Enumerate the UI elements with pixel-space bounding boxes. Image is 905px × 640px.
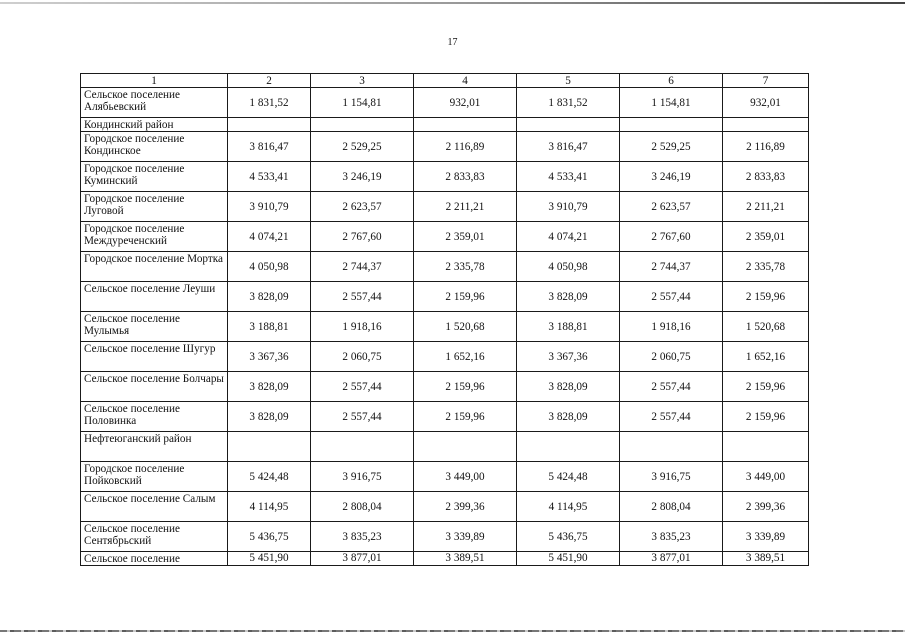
- settlement-name: Городское поселение Мортка: [81, 252, 228, 282]
- value-cell: 1 652,16: [414, 342, 517, 372]
- value-cell: 3 389,51: [414, 552, 517, 566]
- value-cell: 2 767,60: [620, 222, 723, 252]
- value-cell: 3 910,79: [228, 192, 311, 222]
- column-header: 6: [620, 74, 723, 88]
- settlement-name: Сельское поселение Леуши: [81, 282, 228, 312]
- table-row: [81, 492, 809, 522]
- table-row: [81, 402, 809, 432]
- value-cell: 5 451,90: [517, 552, 620, 566]
- value-cell: 3 910,79: [517, 192, 620, 222]
- value-cell: 3 188,81: [228, 312, 311, 342]
- value-cell: 5 436,75: [228, 522, 311, 552]
- value-cell: 3 188,81: [517, 312, 620, 342]
- value-cell: 2 359,01: [414, 222, 517, 252]
- settlement-name: Сельское поселение Болчары: [81, 372, 228, 402]
- column-header: 7: [723, 74, 809, 88]
- value-cell: 2 335,78: [723, 252, 809, 282]
- value-cell: 932,01: [414, 88, 517, 118]
- value-cell: 4 074,21: [228, 222, 311, 252]
- value-cell: 3 828,09: [517, 402, 620, 432]
- settlement-name: Городское поселение Куминский: [81, 162, 228, 192]
- value-cell: 4 074,21: [517, 222, 620, 252]
- settlement-name: Сельское поселение Шугур: [81, 342, 228, 372]
- value-cell: 1 520,68: [723, 312, 809, 342]
- table-row: [81, 312, 809, 342]
- settlement-name: Городское поселение Кондинское: [81, 132, 228, 162]
- value-cell: 2 808,04: [311, 492, 414, 522]
- value-cell: 2 557,44: [311, 372, 414, 402]
- value-cell: 1 154,81: [311, 88, 414, 118]
- settlement-name: Сельское поселение Алябьевский: [81, 88, 228, 118]
- value-cell: 2 159,96: [414, 402, 517, 432]
- value-cell: 3 828,09: [517, 372, 620, 402]
- value-cell: 3 449,00: [723, 462, 809, 492]
- value-cell: 2 767,60: [311, 222, 414, 252]
- value-cell: 3 449,00: [414, 462, 517, 492]
- value-cell: 3 367,36: [228, 342, 311, 372]
- value-cell: 2 623,57: [620, 192, 723, 222]
- value-cell: 4 114,95: [517, 492, 620, 522]
- settlement-name: Городское поселение Междуреченский: [81, 222, 228, 252]
- value-cell: 2 557,44: [620, 372, 723, 402]
- table-row: [81, 462, 809, 492]
- value-cell: [620, 432, 723, 462]
- value-cell: 2 529,25: [620, 132, 723, 162]
- value-cell: 5 424,48: [228, 462, 311, 492]
- table-row: [81, 522, 809, 552]
- value-cell: 3 916,75: [311, 462, 414, 492]
- value-cell: 1 520,68: [414, 312, 517, 342]
- value-cell: 2 399,36: [723, 492, 809, 522]
- value-cell: [723, 118, 809, 132]
- column-header: 5: [517, 74, 620, 88]
- district-name: Нефтеюганский район: [81, 432, 228, 462]
- value-cell: 2 744,37: [311, 252, 414, 282]
- value-cell: 2 399,36: [414, 492, 517, 522]
- value-cell: 2 159,96: [723, 372, 809, 402]
- value-cell: 2 557,44: [620, 402, 723, 432]
- value-cell: 5 424,48: [517, 462, 620, 492]
- settlement-name: Сельское поселение Половинка: [81, 402, 228, 432]
- table-row: [81, 222, 809, 252]
- table-row: [81, 192, 809, 222]
- column-header: 4: [414, 74, 517, 88]
- value-cell: 1 831,52: [228, 88, 311, 118]
- value-cell: 3 828,09: [517, 282, 620, 312]
- value-cell: 2 159,96: [414, 282, 517, 312]
- value-cell: 2 744,37: [620, 252, 723, 282]
- value-cell: 2 833,83: [723, 162, 809, 192]
- value-cell: 2 116,89: [414, 132, 517, 162]
- value-cell: 1 652,16: [723, 342, 809, 372]
- value-cell: 3 246,19: [311, 162, 414, 192]
- value-cell: [620, 118, 723, 132]
- value-cell: 2 833,83: [414, 162, 517, 192]
- value-cell: 4 050,98: [517, 252, 620, 282]
- value-cell: 3 367,36: [517, 342, 620, 372]
- table-row: [81, 132, 809, 162]
- header-row: [81, 74, 809, 88]
- district-row: [81, 432, 809, 462]
- value-cell: 1 918,16: [620, 312, 723, 342]
- value-cell: 3 828,09: [228, 282, 311, 312]
- value-cell: 5 436,75: [517, 522, 620, 552]
- table-row: [81, 252, 809, 282]
- value-cell: [723, 432, 809, 462]
- district-name: Кондинский район: [81, 118, 228, 132]
- value-cell: [414, 118, 517, 132]
- value-cell: 3 246,19: [620, 162, 723, 192]
- value-cell: 2 159,96: [723, 402, 809, 432]
- value-cell: 3 877,01: [311, 552, 414, 566]
- value-cell: 2 211,21: [414, 192, 517, 222]
- column-header: 1: [81, 74, 228, 88]
- value-cell: 1 831,52: [517, 88, 620, 118]
- value-cell: 2 159,96: [414, 372, 517, 402]
- table-row: [81, 372, 809, 402]
- table-row: [81, 552, 809, 566]
- value-cell: 2 557,44: [620, 282, 723, 312]
- value-cell: 2 116,89: [723, 132, 809, 162]
- settlement-name: Сельское поселение Салым: [81, 492, 228, 522]
- value-cell: 2 159,96: [723, 282, 809, 312]
- scan-edge-top: [0, 2, 905, 4]
- value-cell: 3 828,09: [228, 402, 311, 432]
- value-cell: 2 060,75: [620, 342, 723, 372]
- table-row: [81, 342, 809, 372]
- value-cell: [228, 432, 311, 462]
- value-cell: [517, 118, 620, 132]
- value-cell: 3 835,23: [311, 522, 414, 552]
- value-cell: 4 050,98: [228, 252, 311, 282]
- value-cell: 2 557,44: [311, 402, 414, 432]
- table-row: [81, 282, 809, 312]
- value-cell: 2 060,75: [311, 342, 414, 372]
- value-cell: 3 389,51: [723, 552, 809, 566]
- settlement-name: Сельское поселение Мулымья: [81, 312, 228, 342]
- value-cell: [311, 118, 414, 132]
- value-cell: 1 154,81: [620, 88, 723, 118]
- value-cell: 4 533,41: [517, 162, 620, 192]
- value-cell: 4 114,95: [228, 492, 311, 522]
- value-cell: 2 529,25: [311, 132, 414, 162]
- settlement-name: Городское поселение Луговой: [81, 192, 228, 222]
- value-cell: 3 835,23: [620, 522, 723, 552]
- value-cell: 2 557,44: [311, 282, 414, 312]
- value-cell: [517, 432, 620, 462]
- value-cell: 2 808,04: [620, 492, 723, 522]
- settlement-name: Городское поселение Пойковский: [81, 462, 228, 492]
- value-cell: 3 877,01: [620, 552, 723, 566]
- value-cell: 3 816,47: [228, 132, 311, 162]
- value-cell: 2 623,57: [311, 192, 414, 222]
- value-cell: [414, 432, 517, 462]
- value-cell: 1 918,16: [311, 312, 414, 342]
- value-cell: 2 359,01: [723, 222, 809, 252]
- value-cell: 2 211,21: [723, 192, 809, 222]
- column-header: 2: [228, 74, 311, 88]
- value-cell: 3 828,09: [228, 372, 311, 402]
- value-cell: 932,01: [723, 88, 809, 118]
- table-row: [81, 162, 809, 192]
- table-row: [81, 88, 809, 118]
- value-cell: [228, 118, 311, 132]
- page-number: 17: [447, 37, 458, 48]
- settlement-name: Сельское поселение Сентябрьский: [81, 522, 228, 552]
- district-row: [81, 118, 809, 132]
- value-cell: 4 533,41: [228, 162, 311, 192]
- tariff-table: [80, 73, 809, 566]
- settlement-name: Сельское поселение: [81, 552, 228, 566]
- value-cell: 3 916,75: [620, 462, 723, 492]
- value-cell: 3 339,89: [723, 522, 809, 552]
- value-cell: 3 816,47: [517, 132, 620, 162]
- value-cell: 2 335,78: [414, 252, 517, 282]
- value-cell: [311, 432, 414, 462]
- scan-edge-bottom: [0, 630, 905, 632]
- column-header: 3: [311, 74, 414, 88]
- value-cell: 5 451,90: [228, 552, 311, 566]
- value-cell: 3 339,89: [414, 522, 517, 552]
